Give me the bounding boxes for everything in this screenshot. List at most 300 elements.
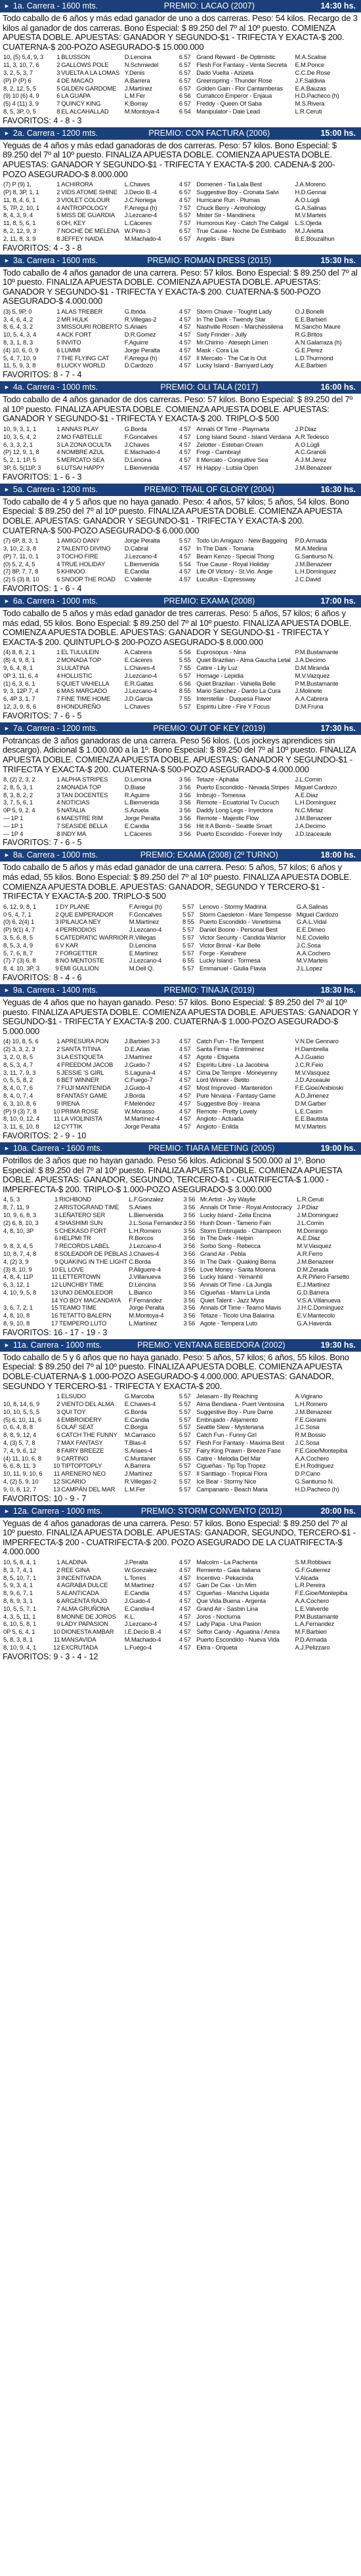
entry-num: 5	[56, 679, 60, 687]
entry-weight: 5 57	[179, 1431, 191, 1439]
entry-form: (P) 7, 11, 0, 1	[3, 552, 39, 560]
entry-weight: 3 56	[179, 806, 191, 814]
entry-jockey: F.Meléndez	[124, 1099, 156, 1107]
entry-weight: 3 56	[183, 1234, 196, 1242]
entry-jockey: M.Carrasco	[124, 1431, 156, 1439]
race-time: 17:30 hs.	[320, 723, 356, 733]
entry-trainer: J.A.Moreno	[295, 180, 326, 188]
entry-pedigree: Daddy Long Legs - Inyectora	[196, 806, 273, 814]
entry-row	[3, 1108, 358, 1115]
entry-form: 8, 10, 9, 4, 1	[3, 1643, 37, 1651]
entry-trainer: L.D.Thurmond	[295, 354, 333, 362]
entry-jockey: M.Martínez	[124, 1581, 155, 1589]
entry-row	[3, 425, 358, 433]
entry-trainer: A.J.M.Jerez	[295, 456, 327, 464]
entry-trainer: D.P.Cano	[295, 1470, 320, 1478]
entry-form: (0) 5, 2, 4, 5	[3, 560, 35, 568]
entry-jockey: D.Lencina	[124, 776, 152, 783]
entry-form: 3, 2, 0, 8, 5	[3, 1052, 33, 1060]
race-time: 19:30 hs.	[320, 1340, 356, 1350]
entry-horse: LA GUAPA	[61, 92, 91, 100]
entry-weight: 4 57	[179, 1596, 191, 1604]
entry-horse: DE MACAO	[61, 76, 94, 84]
entry-num: 4	[56, 671, 60, 679]
race-header	[0, 255, 361, 267]
entry-form: 5, 4, 7, 10, 9	[3, 354, 37, 362]
race-header	[0, 381, 361, 394]
entry-horse: BET WINNER	[61, 1076, 99, 1084]
bullet-icon: ►	[4, 3, 10, 9]
race-time: 15:00 hs.	[320, 128, 356, 138]
entry-form: 6, 3, 12, 1	[3, 1281, 30, 1289]
entry-jockey: L.Chaves	[124, 702, 150, 710]
entry-horse: HOLLISTIC	[61, 671, 93, 679]
race-body	[0, 394, 361, 484]
entry-trainer: A.J.Pelizzaro	[295, 1643, 330, 1651]
entry-form: 3, 6, 7, 2, 1	[3, 1304, 33, 1312]
entry-form: 6, 3, 10, 8, 6	[3, 1099, 37, 1107]
entry-trainer: R.G.Britos	[295, 331, 323, 339]
entry-weight: 4 57	[179, 323, 191, 331]
entry-row	[3, 814, 358, 822]
entry-weight: 3 56	[179, 829, 191, 837]
entry-form: 8, 4, 0, 7, 4	[3, 1091, 33, 1099]
entry-row	[3, 568, 358, 575]
entry-form: 4, 8, 10, 8	[3, 1312, 30, 1319]
entry-num: 6	[55, 941, 59, 949]
entry-form: — 1P 1	[3, 814, 24, 822]
entry-trainer: L.H.Romero	[295, 1400, 328, 1408]
race-number: 4a. Carrera - 1000 mts.	[12, 383, 98, 392]
race-conditions: Todo caballo de 5 años y más edad ganador de tres carreras. Peso: 5 años, 57 kilos; 6 años y más edad, 55 kilos. Bono Especial: $ 89.250 del 7º al 10º puesto. FINALIZA APUESTA DOBLE. COMIENZA APUESTA DOBLE. APUESTAS: GANADOR Y SEGUNDO-$1 - TRIFECTA Y EXACTA-$ 200. QUINTUPLO-$ 200-POZO ASEGURADO-$ 8.000.000	[3, 608, 352, 647]
entry-horse: DIONESTA AMBAR	[61, 1628, 114, 1636]
entry-weight: 5 57	[182, 965, 194, 972]
entry-horse: RICHBOND	[59, 1195, 91, 1203]
entry-jockey: F.Aguirre	[124, 339, 148, 346]
entry-num: 12	[53, 1643, 60, 1651]
race-section	[0, 722, 361, 850]
entry-pedigree: Cigueñas - Mancha Liquida	[196, 1589, 269, 1597]
entry-num: 7	[55, 949, 59, 957]
entry-weight: 5 57	[179, 537, 191, 545]
entry-weight: 5 57	[179, 1470, 191, 1478]
entry-jockey: L.Bianco	[129, 1288, 152, 1296]
entry-jockey: C.Valiente	[124, 575, 152, 583]
entry-jockey: A.Barrera	[124, 76, 150, 84]
entry-weight: 4 57	[179, 196, 191, 203]
entry-weight: 3 56	[183, 1195, 196, 1203]
entry-horse: UNO DEMOLEDOR	[59, 1288, 114, 1296]
entry-trainer: M.Domingo	[297, 1226, 328, 1234]
entry-trainer: R.M.Bossio	[295, 1431, 326, 1439]
entry-form: (4) 8, 8, 2, 1	[3, 648, 35, 656]
entry-form: 8, 4, 0, 7, 6	[3, 1084, 33, 1092]
entry-pedigree: Flesh For Fantasy - Maxima Best	[196, 1439, 284, 1447]
entry-trainer: H.Dambrella	[295, 1045, 328, 1053]
entry-form: 8, 2, 12, 5, 5	[3, 84, 37, 92]
entry-weight: 3 56	[183, 1304, 196, 1312]
entry-pedigree: Daniel Boone - Personal Best	[199, 926, 278, 934]
entry-pedigree: Remote - Ecuatorial Tv Cucuch	[196, 799, 280, 806]
entry-pedigree: Storm Caesleton - Mare Tempesse	[199, 910, 291, 918]
entry-weight: 3 56	[183, 1249, 196, 1257]
entry-jockey: L.Martínez	[129, 1319, 158, 1327]
entry-jockey: L.Bienvenida	[124, 464, 159, 472]
entry-jockey: D.Cardozo	[124, 362, 154, 369]
entry-weight: 5 57	[179, 1485, 191, 1493]
entry-row	[3, 799, 358, 806]
entry-num: 8	[55, 957, 59, 965]
entry-pedigree: Angioto - Actuada	[196, 1115, 244, 1123]
entry-num: 5	[56, 1589, 60, 1597]
entry-pedigree: Interstellar - Duquesa Flavor	[196, 695, 272, 703]
entry-num: 12	[53, 1123, 60, 1131]
entry-weight: 8 55	[179, 687, 191, 695]
race-header	[0, 1142, 361, 1155]
entry-num: 4	[56, 1060, 60, 1068]
entry-jockey: F.Arregui (h)	[129, 902, 162, 910]
entry-trainer: E.M.Ponce	[295, 61, 325, 69]
entry-trainer: E.V.Mantecolo	[297, 1312, 335, 1319]
entry-jockey: J.D.Garcia	[124, 695, 153, 703]
entry-trainer: Miguel Cardozo	[295, 783, 337, 791]
entry-form: 8, 9, 10, 8	[3, 1319, 30, 1327]
entry-weight: 3 56	[183, 1281, 196, 1289]
entry-weight: 3 56	[183, 1218, 196, 1226]
entry-horse: NATALIA	[61, 806, 85, 814]
entry-jockey: M.Dell Q.	[129, 965, 154, 972]
entry-row	[3, 687, 358, 695]
race-body	[0, 862, 361, 984]
entry-horse: SOLEADOR DE PEBLAS	[59, 1249, 128, 1257]
entry-num: 2	[56, 1566, 60, 1573]
entry-form: 4, 3, 5, 11, 1	[3, 1612, 36, 1620]
entry-form: 8, 5, 10, 7, 1	[3, 1573, 37, 1581]
entry-trainer: J.L.Lopez	[296, 965, 323, 972]
entry-pedigree: Victor Security - Candida Warrior	[199, 934, 286, 942]
entry-horse: MAX FANTASY	[61, 1439, 103, 1447]
entry-row	[3, 1319, 358, 1327]
entry-weight: 4 57	[179, 1060, 191, 1068]
entry-weight: 4 57	[179, 1052, 191, 1060]
entry-row	[3, 316, 358, 323]
entry-num: 3	[56, 68, 60, 76]
race-prize: PREMIO: OUT OF KEY (2019)	[153, 723, 266, 733]
entry-weight: 6 57	[179, 188, 191, 196]
entry-row	[3, 235, 358, 243]
entry-form: (9) 10 (6) 4, 9	[3, 92, 39, 100]
entry-pedigree: Lucullus - Expressway	[196, 575, 256, 583]
entry-pedigree: Catch Fun - Funny Girl	[196, 1431, 257, 1439]
entry-form	[3, 1297, 50, 1304]
entry-row	[3, 204, 358, 212]
entry-weight: 6 57	[179, 68, 191, 76]
entry-horse: NO MENTOSTE	[60, 957, 104, 965]
entry-trainer: M.V.Vasquez	[295, 1068, 330, 1076]
entry-weight: 4 57	[179, 1589, 191, 1597]
entry-row	[3, 926, 358, 934]
entry-jockey: M.Martínez	[129, 918, 159, 926]
entry-row	[3, 695, 358, 703]
entry-jockey: E.Chaves-4	[124, 1400, 156, 1408]
entry-horse: HONDUREÑO	[61, 702, 101, 710]
entry-pedigree: Suggestive Boy - Cronata Salvi	[196, 188, 279, 196]
entry-horse: TIPTOPTOPLY	[61, 1462, 102, 1470]
entry-pedigree: Hurricane Run - Plumas	[196, 196, 261, 203]
bullet-icon: ►	[4, 987, 10, 994]
entry-horse: THE FLYING CAT	[61, 354, 110, 362]
entry-trainer: L.E.Casim	[295, 1107, 323, 1115]
entry-horse: CHEKASO FORT	[59, 1226, 107, 1234]
entry-trainer: A.A.Cochero	[295, 1596, 329, 1604]
entry-form: 4, (3) 5, 7, 8	[3, 1439, 35, 1447]
entry-row	[3, 53, 358, 61]
entry-horse: EXCRUTADA	[61, 1643, 98, 1651]
race-section	[0, 484, 361, 595]
entry-jockey: J.Lezcano-4	[129, 957, 162, 965]
entry-pedigree: Quiet Brazilian - Alma Gaucha Letal	[196, 656, 291, 664]
entry-row	[3, 1416, 358, 1424]
entry-trainer: L.E.Valverde	[295, 1604, 329, 1612]
race-body	[0, 1518, 361, 1663]
entry-jockey: F.Arregui (h)	[124, 203, 158, 211]
entry-row	[3, 822, 358, 830]
entry-weight: 4 57	[179, 1115, 191, 1123]
entry-num: 1	[56, 307, 60, 315]
entry-trainer: A.A.Cabrera	[295, 695, 328, 703]
entry-weight: 5 55	[179, 656, 191, 664]
entry-row	[3, 1258, 358, 1266]
entry-row	[3, 1115, 358, 1123]
entry-jockey: J.Villanueva	[129, 1273, 161, 1281]
entry-jockey: J.Martínez	[124, 84, 152, 92]
race-favorites: FAVORITOS: 16 - 17 - 19 - 3	[3, 1327, 108, 1337]
entry-row	[3, 1211, 358, 1219]
entry-weight: 4 57	[179, 464, 191, 472]
entry-trainer: E.J.Martinez	[297, 1281, 330, 1289]
entry-horse: PERRODIOS	[60, 926, 96, 934]
entry-trainer: J.M.Benazeer	[297, 1257, 334, 1265]
entry-row	[3, 69, 358, 77]
entry-jockey: J.Chaves-4	[129, 1249, 159, 1257]
entry-row	[3, 100, 358, 108]
entry-form: 0, 5, 5, 8, 2	[3, 1076, 33, 1084]
entry-trainer: A.N.Galarraza (h)	[295, 339, 342, 346]
entry-form: (2) 3, 3, 2, 3	[3, 1045, 35, 1053]
entry-num: 10	[53, 1107, 60, 1115]
entry-row	[3, 1478, 358, 1485]
entry-trainer: J.M.Benazeer	[295, 1407, 332, 1415]
entry-trainer: V.S.A.Villanueva	[297, 1296, 341, 1304]
race-favorites: FAVORITOS: 9 - 3 - 4 - 12	[3, 1652, 98, 1661]
entry-weight: 3 56	[179, 791, 191, 799]
race-number: 7a. Carrera - 1200 mts.	[12, 723, 98, 733]
entries-table	[3, 1037, 358, 1131]
entry-pedigree: Lucky Island - Yemanhil	[200, 1273, 263, 1281]
entry-pedigree: Cigueñas - Tip Top Tropez	[196, 1462, 266, 1470]
entry-weight: 8 55	[182, 918, 194, 926]
entry-num: 13	[53, 1485, 60, 1493]
entry-num: 11	[51, 1273, 58, 1281]
entry-row	[3, 188, 358, 196]
race-section	[0, 381, 361, 484]
entry-row	[3, 1408, 358, 1416]
race-prize: PREMIO: EXAMA (2008)	[163, 596, 255, 606]
entry-row	[3, 441, 358, 449]
entry-trainer: O.J.Bonelli	[295, 307, 324, 315]
race-conditions: Yeguas de 4 años que no hayan ganado. Peso: 57 kilos. Bono Especial: $ 89.250 del 7º al 10º puesto. FINALIZA APUESTA DOBLE. COMIENZA APUESTA DOBLE. APUESTAS: GANADOR Y SEGUNDO-$1 - TRIFECTA Y EXACTA-$ 200. CUATERNA-$ 1.000-POZO ASEGURADO-$ 5.000.000	[3, 997, 358, 1036]
entry-trainer: L.H.Dominguez	[295, 568, 337, 575]
race-body	[0, 496, 361, 595]
entry-pedigree: Hi Happy - Lutsia Open	[196, 464, 259, 472]
entry-row	[3, 1312, 358, 1319]
entry-trainer: L.R.Ceruti	[295, 107, 322, 115]
entry-num: 6	[56, 464, 60, 472]
entry-pedigree: Annals Of Time - Playmarta	[196, 425, 270, 433]
entry-num: 5	[56, 456, 60, 464]
entry-weight: 4 57	[179, 552, 191, 560]
entry-num: 2	[55, 910, 59, 918]
entry-form: 10, (5) 5,4, 9, 3	[3, 53, 44, 61]
entry-horse: JEFFEY NAIDA	[61, 234, 104, 242]
entry-pedigree: True Cause - Noche De Estribado	[196, 226, 286, 234]
entry-pedigree: Seattle Slew - Mysteriana	[196, 1423, 264, 1431]
entry-form: 5, 7, 6, 8, 7	[3, 949, 33, 957]
entry-horse: GILDEN GARDOME	[61, 84, 117, 92]
race-prize: PREMIO: ROMAN DRESS (2015)	[147, 255, 272, 265]
entry-pedigree: In The Dark - Tomaria	[196, 544, 254, 552]
entry-num: 9	[55, 965, 59, 972]
entry-num: 7	[54, 1242, 58, 1250]
entry-form: (2) 6, 8, 10, 3	[3, 1218, 39, 1226]
entry-row	[3, 1069, 358, 1077]
entry-jockey: L.Cáceres	[124, 829, 152, 837]
entry-form: 10, 5, 5, 7, 1	[3, 1604, 37, 1612]
entry-pedigree: Cigueñas - Marni La Linda	[200, 1288, 270, 1296]
entry-pedigree: Catch Fun - The Tempest	[196, 1037, 264, 1045]
entry-weight: 7 55	[179, 663, 191, 671]
entry-jockey: D.Lencina	[129, 941, 156, 949]
entry-pedigree: Mister Sir - Mandinera	[196, 211, 255, 219]
entry-pedigree: Puerto Escondido - Nevada Stripes	[196, 783, 289, 791]
entry-jockey: E.R.Gaitas	[124, 679, 154, 687]
entry-row	[3, 1485, 358, 1493]
entry-horse: SICARIO	[61, 1478, 86, 1485]
entry-trainer: J.C.R.Feio	[295, 1060, 324, 1068]
entry-pedigree: Annals Of Time - Teamo Mavis	[200, 1304, 282, 1312]
entry-trainer: M.V.Marteis	[296, 957, 328, 965]
entry-trainer: Miguel Cardozo	[296, 910, 339, 918]
entry-weight: 6 57	[179, 76, 191, 84]
entry-row	[3, 61, 358, 69]
entry-form: (8) 4, 9, 8, 1	[3, 656, 35, 664]
entry-form: 11, 5, 9, 3, 8	[3, 362, 36, 369]
race-prize: PREMIO: VENTANA BEBEDORA (2002)	[137, 1340, 286, 1350]
entry-form: (2) 5 (3) 8, 10	[3, 575, 39, 583]
entry-pedigree: Joros - Nocturna	[196, 1612, 241, 1620]
entry-num: 2	[54, 1203, 58, 1211]
entry-weight: 4 57	[179, 331, 191, 339]
entry-jockey: E.Candia	[124, 568, 150, 575]
entry-num: 8	[56, 1091, 60, 1099]
entry-jockey: J.L.Sosa Fernandez	[129, 1218, 182, 1226]
entry-horse: EL TULULEIN	[61, 648, 99, 656]
entry-jockey: D.Lencina	[129, 1281, 156, 1289]
entry-trainer: J.A.Decimo	[295, 656, 326, 664]
entry-num: 9	[54, 1257, 58, 1265]
entry-row	[3, 1644, 358, 1652]
entry-weight: 3 56	[183, 1288, 196, 1296]
entry-form: 8, 8, 9, 12, 4	[3, 1431, 37, 1439]
entry-horse: MISS DE GUARDIA	[61, 211, 115, 219]
entry-trainer: A.E.Diaz	[297, 1234, 320, 1242]
entry-row	[3, 575, 358, 583]
entry-horse: ARISTOGRAND TIME	[59, 1203, 119, 1211]
entry-num: 9	[56, 1620, 60, 1628]
entry-num: 11	[53, 1635, 60, 1643]
entry-jockey: A.Cabrera	[124, 648, 152, 656]
entry-trainer: P.D.Armada	[295, 1635, 327, 1643]
entry-form: 0P 3, 11, 6, 4	[3, 671, 38, 679]
entry-pedigree: Espiritu Libre - Fire Y Focus	[196, 702, 270, 710]
bullet-icon: ►	[4, 384, 10, 391]
entry-row	[3, 648, 358, 656]
entry-horse: TALENTO DIVINO	[61, 544, 111, 552]
entry-horse: VUELTA A LA LOMAS	[61, 68, 120, 76]
entry-jockey: E.Candia	[124, 1589, 150, 1597]
entry-horse: LULATINA	[61, 663, 90, 671]
entry-horse: ELSUDO	[61, 1392, 86, 1400]
entry-pedigree: Manipulator - Dale Lead	[196, 107, 260, 115]
race-conditions: Todo caballo de 5 años y más edad ganador de una carrera. Peso: 5 años, 57 kilos; 6 años y más edad, 55 kilos. Bono Especial: $ 89.250 del 7º al 10º puesto. FINALIZA APUESTA DOBLE. COMIENZA APUESTA DOBLE. APUESTAS: GANADOR, SEGUNDO Y TERCERO-$1 - TRIFECTA Y EXACTA-$ 200. TRIPLO-$ 500	[3, 862, 352, 902]
entry-jockey: S.Ariaes	[124, 323, 147, 331]
entry-jockey: E.Cáceres	[124, 656, 153, 664]
entry-num: 1	[56, 776, 60, 783]
entry-form: (7) 8P, 7, 7, 8	[3, 568, 39, 575]
entry-jockey: L.Bienvenida	[129, 1211, 163, 1218]
entry-trainer: E.E.Dimeo	[296, 926, 326, 934]
entry-horse: ARENERO NEO	[61, 1470, 106, 1478]
entry-form: 9, 3, 12P 7, 4	[3, 687, 39, 695]
entry-num: 11	[53, 1115, 60, 1123]
race-number: 9a. Carrera - 1400 mts.	[12, 986, 98, 995]
entry-num: 6	[56, 219, 60, 227]
entry-pedigree: Gain De Cax - Un Mim	[196, 1581, 257, 1589]
race-favorites: FAVORITOS: 2 - 9 - 10	[3, 1131, 87, 1140]
entry-trainer: M.V.Marteis	[295, 211, 326, 219]
entry-form: 8, 4, 3, 9, 4	[3, 211, 33, 219]
entry-num: 4	[54, 1218, 58, 1226]
entry-pedigree: Humorous Key - Catch The Caligal	[196, 219, 289, 227]
entry-row	[3, 1462, 358, 1470]
entry-jockey: J.Guido-7	[124, 1060, 150, 1068]
entry-pedigree: Grand Reward - Be Optimistic	[196, 53, 276, 61]
race-section	[0, 595, 361, 722]
entry-num: 1	[56, 425, 60, 433]
entry-weight: 6 54	[179, 107, 191, 115]
entry-horse: ALANTICADA	[61, 1589, 99, 1597]
entry-row	[3, 1273, 358, 1281]
entry-weight: 4 57	[179, 1643, 191, 1651]
entries-table	[3, 903, 358, 972]
entry-horse: REE GINA	[61, 1566, 90, 1573]
race-body	[0, 608, 361, 722]
entry-pedigree: Mask - Cora Lia	[196, 346, 239, 354]
entry-horse: MISSOURI ROBERTO	[61, 323, 122, 331]
entry-horse: MR HULK	[61, 315, 89, 323]
entry-trainer: J.M.Benazeer	[295, 560, 332, 568]
entry-row	[3, 1392, 358, 1400]
